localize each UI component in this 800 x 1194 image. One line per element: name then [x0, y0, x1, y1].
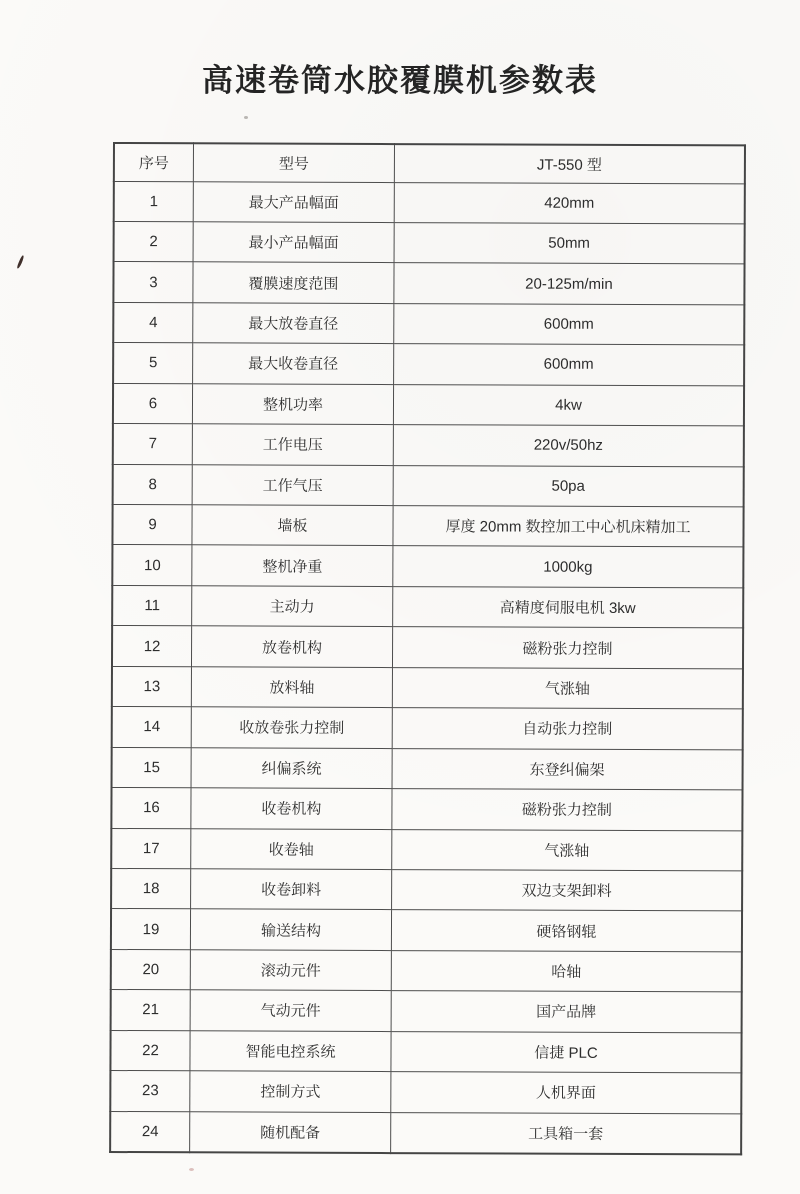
parameter-name-cell: 覆膜速度范围: [193, 262, 394, 303]
row-number-cell: 22: [110, 1030, 190, 1071]
table-row: [112, 585, 743, 628]
table-row: [111, 828, 742, 871]
parameter-name-cell: 墙板: [192, 505, 393, 546]
row-number-cell: 15: [112, 747, 192, 788]
row-number-cell: 14: [112, 707, 192, 748]
parameter-value-cell: 50mm: [394, 223, 745, 265]
parameter-table: [109, 142, 746, 1155]
row-number-cell: 1: [114, 181, 194, 222]
table-row: [113, 424, 744, 467]
parameter-value-cell: 高精度伺服电机 3kw: [393, 586, 744, 628]
parameter-name-cell: 收放卷张力控制: [191, 707, 392, 748]
table-row: [111, 949, 742, 992]
parameter-table-body: [110, 181, 745, 1154]
parameter-value-cell: 人机界面: [391, 1072, 742, 1114]
column-header-jt550: JT-550 型: [394, 144, 745, 183]
table-row: [113, 262, 744, 305]
parameter-value-cell: 东登纠偏架: [392, 748, 743, 790]
parameter-name-cell: 工作气压: [192, 464, 393, 505]
parameter-name-cell: 放卷机构: [191, 626, 392, 667]
parameter-value-cell: 磁粉张力控制: [392, 789, 743, 831]
parameter-name-cell: 整机功率: [192, 383, 393, 424]
parameter-value-cell: 气涨轴: [392, 829, 743, 871]
row-number-cell: 4: [113, 302, 193, 343]
parameter-value-cell: 信捷 PLC: [391, 1031, 742, 1073]
parameter-value-cell: 600mm: [394, 303, 745, 345]
parameter-value-cell: 20-125m/min: [394, 263, 745, 305]
table-row: [112, 505, 743, 548]
parameter-value-cell: 国产品牌: [391, 991, 742, 1033]
table-row: [112, 626, 743, 669]
parameter-name-cell: 工作电压: [192, 424, 393, 465]
parameter-name-cell: 收卷机构: [191, 788, 392, 829]
parameter-name-cell: 随机配备: [190, 1111, 391, 1152]
parameter-name-cell: 最小产品幅面: [193, 222, 394, 263]
row-number-cell: 6: [113, 383, 193, 424]
parameter-name-cell: 最大放卷直径: [193, 303, 394, 344]
parameter-value-cell: 1000kg: [393, 546, 744, 588]
table-row: [114, 181, 745, 224]
parameter-name-cell: 智能电控系统: [190, 1030, 391, 1071]
parameter-name-cell: 放料轴: [191, 667, 392, 708]
parameter-name-cell: 收卷卸料: [191, 869, 392, 910]
row-number-cell: 10: [112, 545, 192, 586]
table-row: [110, 1071, 741, 1114]
row-number-cell: 2: [114, 221, 194, 262]
parameter-name-cell: 纠偏系统: [191, 747, 392, 788]
row-number-cell: 24: [110, 1111, 190, 1152]
parameter-value-cell: 420mm: [394, 182, 745, 224]
table-row: [113, 302, 744, 345]
scan-artifact-dot: [244, 116, 248, 119]
row-number-cell: 17: [111, 828, 191, 869]
parameter-value-cell: 600mm: [394, 344, 745, 386]
row-number-cell: 20: [111, 949, 191, 990]
row-number-cell: 18: [111, 868, 191, 909]
table-row: [111, 868, 742, 911]
table-row: [112, 707, 743, 750]
header-row: [114, 143, 745, 183]
row-number-cell: 3: [113, 262, 193, 303]
parameter-value-cell: 厚度 20mm 数控加工中心机床精加工: [393, 506, 744, 548]
parameter-name-cell: 控制方式: [190, 1071, 391, 1112]
parameter-name-cell: 最大收卷直径: [193, 343, 394, 384]
parameter-name-cell: 整机净重: [192, 545, 393, 586]
parameter-name-cell: 输送结构: [190, 909, 391, 950]
parameter-name-cell: 最大产品幅面: [193, 181, 394, 222]
row-number-cell: 13: [112, 666, 192, 707]
row-number-cell: 5: [113, 343, 193, 384]
parameter-value-cell: 磁粉张力控制: [392, 627, 743, 669]
parameter-value-cell: 自动张力控制: [392, 708, 743, 750]
row-number-cell: 21: [111, 990, 191, 1031]
parameter-name-cell: 滚动元件: [190, 950, 391, 991]
table-row: [113, 464, 744, 507]
column-header-model: 型号: [193, 143, 394, 182]
scan-artifact-comma-mark: [16, 255, 24, 269]
parameter-table-header: [114, 143, 745, 183]
column-header-serial: 序号: [114, 143, 194, 181]
parameter-value-cell: 4kw: [393, 384, 744, 426]
row-number-cell: 12: [112, 626, 192, 667]
row-number-cell: 19: [111, 909, 191, 950]
row-number-cell: 9: [112, 505, 192, 546]
parameter-value-cell: 220v/50hz: [393, 425, 744, 467]
table-row: [112, 545, 743, 588]
row-number-cell: 7: [113, 424, 193, 465]
parameter-name-cell: 主动力: [192, 586, 393, 627]
table-row: [113, 383, 744, 426]
table-row: [112, 666, 743, 709]
parameter-value-cell: 气涨轴: [392, 667, 743, 709]
table-row: [113, 343, 744, 386]
parameter-value-cell: 哈轴: [391, 950, 742, 992]
parameter-value-cell: 硬铬钢辊: [391, 910, 742, 952]
page-title: 高速卷筒水胶覆膜机参数表: [202, 63, 598, 98]
parameter-value-cell: 50pa: [393, 465, 744, 507]
table-row: [110, 1030, 741, 1073]
row-number-cell: 23: [110, 1071, 190, 1112]
parameter-name-cell: 气动元件: [190, 990, 391, 1031]
row-number-cell: 8: [113, 464, 193, 505]
table-row: [110, 1111, 741, 1154]
row-number-cell: 16: [111, 788, 191, 829]
scan-artifact-speck: [189, 1168, 194, 1171]
parameter-name-cell: 收卷轴: [191, 828, 392, 869]
table-row: [111, 788, 742, 831]
table-row: [111, 909, 742, 952]
parameter-value-cell: 双边支架卸料: [392, 870, 743, 912]
table-row: [111, 990, 742, 1033]
table-row: [112, 747, 743, 790]
table-row: [114, 221, 745, 264]
parameter-value-cell: 工具箱一套: [391, 1112, 742, 1154]
row-number-cell: 11: [112, 585, 192, 626]
